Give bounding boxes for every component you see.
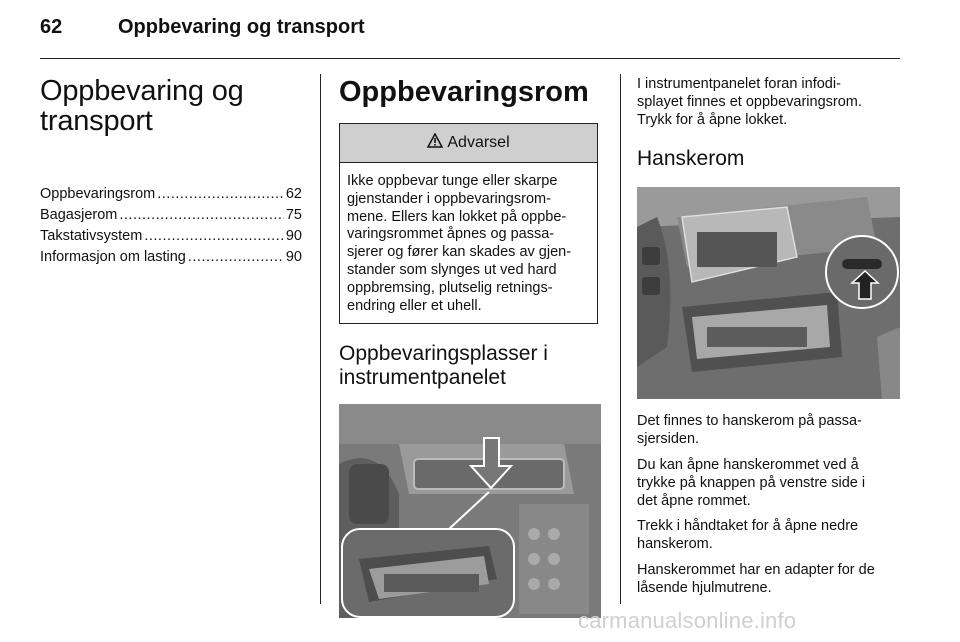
chapter-column [40,76,302,268]
glovebox-illustration [637,187,900,399]
toc-entry[interactable]: Informasjon om lasting ..... 90 [40,247,302,268]
header-rule [40,58,900,59]
dashboard-storage-illustration [339,404,601,618]
glovebox-heading: Hanskerom [637,147,745,171]
header-title: Oppbevaring og transport [118,16,365,38]
watermark: carmanualsonline.info [578,608,797,633]
toc-entry[interactable]: Oppbevaringsrom ..... 62 [40,184,302,205]
chapter-title: Oppbevaring og transport [40,75,244,137]
toc-entry[interactable]: Takstativsystem ..... 90 [40,226,302,247]
subsection-title: Oppbevaringsplasser i instrumentpanelet [339,342,548,390]
page-number: 62 [40,16,63,38]
paragraph: Du kan åpne hanskerommet ved å trykke på knappen på venstre side i det åpne rommet. [637,456,866,509]
storage-column [339,76,601,618]
paragraph: Trekk i håndtaket for å åpne nedre hanskerom. [637,518,859,553]
column-divider-1 [320,74,321,604]
paragraph: Hanskerommet har en adapter for de låsende hjulmutrene. [637,561,875,596]
paragraph: Det finnes to hanskerom på passa- sjersiden. [637,413,862,448]
warning-triangle-icon [427,133,443,153]
section-title: Oppbevaringsrom [339,76,589,108]
table-of-contents [40,184,302,268]
glovebox-column [637,76,902,606]
toc-entry[interactable]: Bagasjerom ..... 75 [40,205,302,226]
intro-paragraph: I instrumentpanelet foran infodi- splayet finnes et oppbevaringsrom. Trykk for å åpne lokket. [637,76,862,128]
warning-title: Advarsel [447,134,510,151]
warning-text: Ikke oppbevar tunge eller skarpe gjenstander i oppbevaringsrom- mene. Ellers kan lokket på oppbe- varingsrommet åpnes og passa- sjerer og fører kan skades av gjen- stander som slynges ut ved hard oppbremsing, plutselig retnings- endring eller et uhell. [347,173,572,314]
column-divider-2 [620,74,621,604]
warning-box [339,123,598,324]
page-header [40,12,900,52]
warning-header [340,124,597,163]
